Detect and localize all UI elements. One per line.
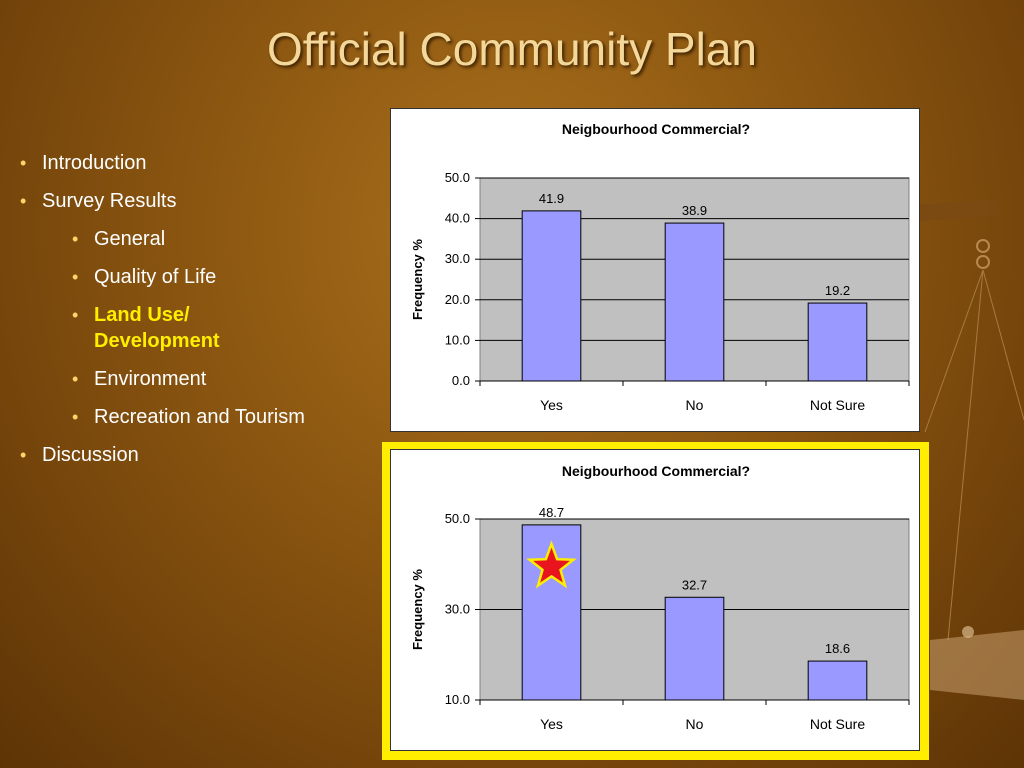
y-tick-label: 20.0 — [444, 291, 470, 307]
bullet-icon: • — [72, 229, 79, 249]
bar-chart-2 — [391, 450, 919, 750]
bullet-item — [72, 264, 320, 290]
bullet-label: Environment — [94, 368, 207, 390]
data-label: 38.9 — [681, 203, 708, 219]
data-label: 19.2 — [824, 283, 851, 299]
x-tick-label: Yes — [540, 397, 563, 413]
bullet-label: Recreation and Tourism — [94, 406, 305, 428]
bullet-icon: • — [20, 191, 27, 211]
bullet-icon: • — [72, 369, 79, 389]
bar-chart-1 — [391, 109, 919, 431]
data-label: 41.9 — [538, 190, 565, 206]
bullet-item — [72, 366, 320, 392]
bar — [808, 661, 867, 700]
chart-panel-2 — [390, 449, 920, 751]
bar — [808, 303, 867, 381]
bar — [665, 223, 724, 381]
bullet-item — [20, 188, 320, 214]
data-label: 18.6 — [824, 641, 851, 657]
y-axis-label: Frequency % — [410, 569, 425, 650]
bullet-icon: • — [72, 407, 79, 427]
bullet-label: Discussion — [42, 444, 139, 466]
chart-panel-1 — [390, 108, 920, 432]
bullet-icon: • — [20, 445, 27, 465]
bullet-item — [72, 302, 320, 354]
bullet-label: Survey Results — [42, 190, 177, 212]
y-tick-label: 0.0 — [451, 373, 470, 388]
bullet-label: General — [94, 228, 166, 250]
y-tick-label: 40.0 — [444, 210, 470, 226]
y-tick-label: 30.0 — [444, 601, 470, 617]
bullet-item — [72, 226, 320, 252]
bullet-item — [20, 442, 320, 468]
y-tick-label: 50.0 — [444, 170, 470, 185]
y-axis-label: Frequency % — [410, 239, 425, 320]
data-label: 32.7 — [681, 577, 708, 593]
bullet-label: Quality of Life — [94, 266, 217, 288]
y-tick-label: 50.0 — [444, 511, 470, 526]
bullet-label: Introduction — [42, 152, 147, 174]
bar — [522, 211, 581, 381]
bullet-label: Land Use/ Development — [94, 304, 220, 352]
bullet-item — [72, 404, 320, 430]
chart-title: Neigbourhood Commercial? — [561, 121, 751, 137]
x-tick-label: Not Sure — [809, 716, 866, 732]
chart-title: Neigbourhood Commercial? — [561, 463, 751, 479]
x-tick-label: No — [685, 716, 704, 732]
bullet-icon: • — [20, 153, 27, 173]
data-label: 48.7 — [538, 504, 565, 520]
x-tick-label: Not Sure — [809, 397, 866, 413]
y-tick-label: 10.0 — [444, 332, 470, 348]
y-tick-label: 30.0 — [444, 251, 470, 267]
bullet-item — [20, 150, 320, 176]
x-tick-label: Yes — [540, 716, 563, 732]
bullet-icon: • — [72, 305, 79, 325]
x-tick-label: No — [685, 397, 704, 413]
y-tick-label: 10.0 — [444, 692, 470, 707]
bar — [665, 597, 724, 700]
slide-title: Official Community Plan — [267, 23, 757, 75]
bullet-icon: • — [72, 267, 79, 287]
bullet-list — [20, 150, 320, 480]
